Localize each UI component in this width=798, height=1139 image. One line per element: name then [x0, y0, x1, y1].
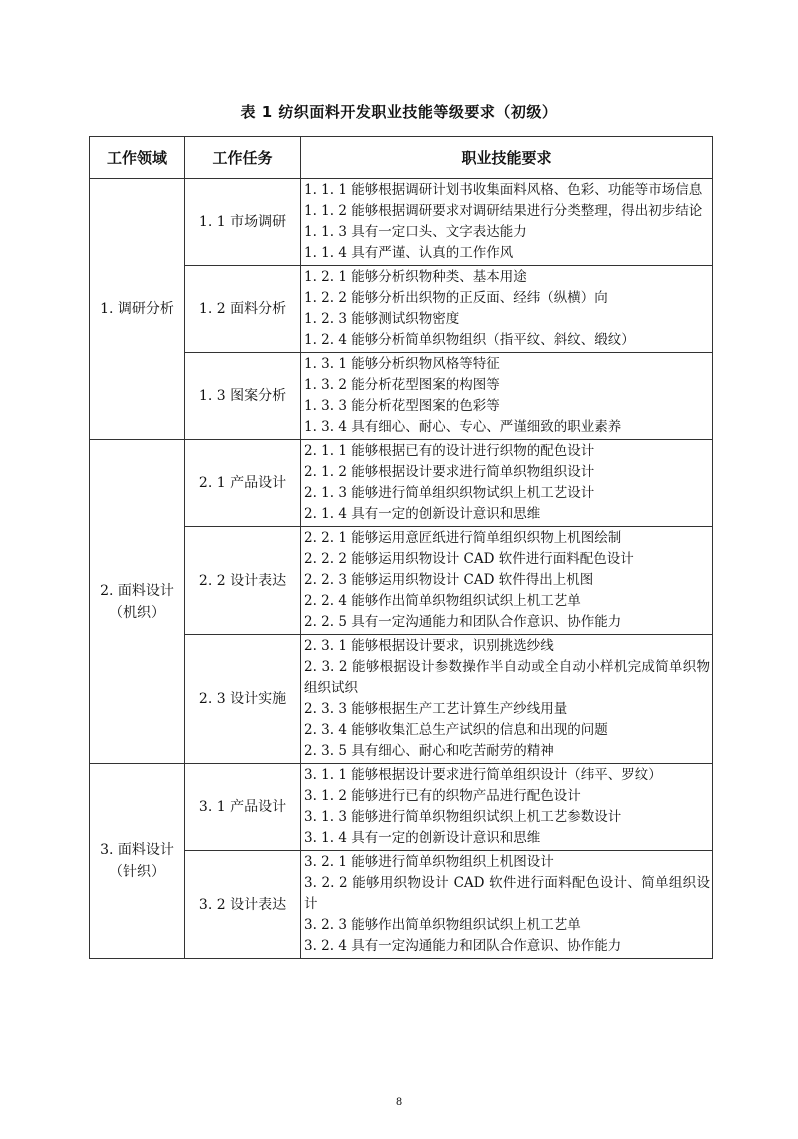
requirement-item: 3. 2. 2 能够用织物设计 CAD 软件进行面料配色设计、简单组织设计: [304, 875, 710, 912]
table-title: 表 1 纺织面料开发职业技能等级要求（初级）: [240, 103, 558, 121]
skill-requirements-table: [89, 136, 713, 959]
table-row: [90, 179, 713, 266]
requirement-item: 2. 1. 3 能够进行简单组织织物试织上机工艺设计: [304, 485, 595, 501]
table-header-row: [90, 137, 713, 179]
work-domain-label: 2. 面料设计: [100, 582, 174, 599]
requirement-item: 2. 3. 4 能够收集汇总生产试织的信息和出现的问题: [304, 722, 608, 738]
requirement-item: 3. 1. 2 能够进行已有的织物产品进行配色设计: [304, 788, 581, 804]
requirement-item: 2. 3. 2 能够根据设计参数操作半自动或全自动小样机完成简单织物组织试织: [304, 659, 710, 696]
skill-requirements-cell: [301, 851, 713, 959]
header-skill-requirements: 职业技能要求: [301, 137, 713, 179]
requirement-item: 2. 3. 5 具有细心、耐心和吃苦耐劳的精神: [304, 743, 554, 759]
requirement-item: 2. 1. 2 能够根据设计要求进行简单织物组织设计: [304, 464, 595, 480]
requirement-item: 2. 2. 2 能够运用织物设计 CAD 软件进行面料配色设计: [304, 551, 634, 567]
work-domain-sublabel: （针织）: [109, 864, 165, 880]
requirement-item: 1. 3. 3 能分析花型图案的色彩等: [304, 398, 500, 414]
requirement-item: 3. 1. 4 具有一定的创新设计意识和思维: [304, 830, 541, 846]
requirement-item: 3. 2. 4 具有一定沟通能力和团队合作意识、协作能力: [304, 938, 622, 954]
work-domain-cell: [90, 764, 185, 959]
header-work-domain: 工作领域: [90, 137, 185, 179]
requirement-item: 1. 2. 1 能够分析织物种类、基本用途: [304, 269, 527, 285]
work-task-cell: 2. 3 设计实施: [185, 635, 301, 764]
requirement-item: 2. 2. 3 能够运用织物设计 CAD 软件得出上机图: [304, 572, 594, 588]
requirement-item: 1. 3. 1 能够分析织物风格等特征: [304, 356, 500, 372]
header-work-task: 工作任务: [185, 137, 301, 179]
requirement-item: 3. 2. 1 能够进行简单织物组织上机图设计: [304, 854, 554, 870]
requirement-item: 1. 1. 1 能够根据调研计划书收集面料风格、色彩、功能等市场信息: [304, 182, 703, 198]
work-domain-cell: [90, 179, 185, 440]
requirement-item: 2. 2. 5 具有一定沟通能力和团队合作意识、协作能力: [304, 614, 622, 630]
table-row: [90, 764, 713, 851]
skill-requirements-cell: [301, 635, 713, 764]
work-task-cell: 2. 1 产品设计: [185, 440, 301, 527]
work-task-cell: 1. 1 市场调研: [185, 179, 301, 266]
work-task-cell: 2. 2 设计表达: [185, 527, 301, 635]
skill-requirements-cell: [301, 179, 713, 266]
table-row: [90, 440, 713, 527]
skill-requirements-cell: [301, 764, 713, 851]
requirement-item: 1. 2. 4 能够分析简单织物组织（指平纹、斜纹、缎纹）: [304, 332, 635, 348]
skill-requirements-cell: [301, 527, 713, 635]
requirement-item: 2. 3. 1 能够根据设计要求，识别挑选纱线: [304, 638, 554, 654]
requirement-item: 2. 1. 4 具有一定的创新设计意识和思维: [304, 506, 541, 522]
requirement-item: 2. 2. 4 能够作出简单织物组织试织上机工艺单: [304, 593, 581, 609]
requirement-item: 3. 2. 3 能够作出简单织物组织试织上机工艺单: [304, 917, 581, 933]
requirement-item: 1. 1. 4 具有严谨、认真的工作作风: [304, 245, 514, 261]
work-domain-label: 1. 调研分析: [100, 301, 174, 317]
requirement-item: 1. 1. 3 具有一定口头、文字表达能力: [304, 224, 527, 240]
requirement-item: 2. 2. 1 能够运用意匠纸进行简单组织织物上机图绘制: [304, 530, 622, 546]
requirement-item: 2. 3. 3 能够根据生产工艺计算生产纱线用量: [304, 701, 568, 717]
requirement-item: 2. 1. 1 能够根据已有的设计进行织物的配色设计: [304, 443, 595, 459]
requirement-item: 1. 3. 2 能分析花型图案的构图等: [304, 377, 500, 393]
work-domain-cell: [90, 440, 185, 764]
skill-requirements-cell: [301, 353, 713, 440]
skill-requirements-cell: [301, 266, 713, 353]
skill-requirements-cell: [301, 440, 713, 527]
work-task-cell: 3. 1 产品设计: [185, 764, 301, 851]
requirement-item: 3. 1. 1 能够根据设计要求进行简单组织设计（纬平、罗纹）: [304, 767, 662, 783]
requirement-item: 1. 1. 2 能够根据调研要求对调研结果进行分类整理，得出初步结论: [304, 203, 703, 219]
requirement-item: 1. 2. 3 能够测试织物密度: [304, 311, 460, 327]
work-task-cell: 1. 3 图案分析: [185, 353, 301, 440]
requirement-item: 1. 2. 2 能够分析出织物的正反面、经纬（纵横）向: [304, 290, 608, 306]
work-task-cell: 3. 2 设计表达: [185, 851, 301, 959]
requirement-item: 1. 3. 4 具有细心、耐心、专心、严谨细致的职业素养: [304, 419, 622, 435]
work-task-cell: 1. 2 面料分析: [185, 266, 301, 353]
requirement-item: 3. 1. 3 能够进行简单织物组织试织上机工艺参数设计: [304, 809, 622, 825]
work-domain-label: 3. 面料设计: [100, 842, 174, 858]
work-domain-sublabel: （机织）: [109, 604, 165, 621]
page-number: 8: [395, 1097, 403, 1108]
